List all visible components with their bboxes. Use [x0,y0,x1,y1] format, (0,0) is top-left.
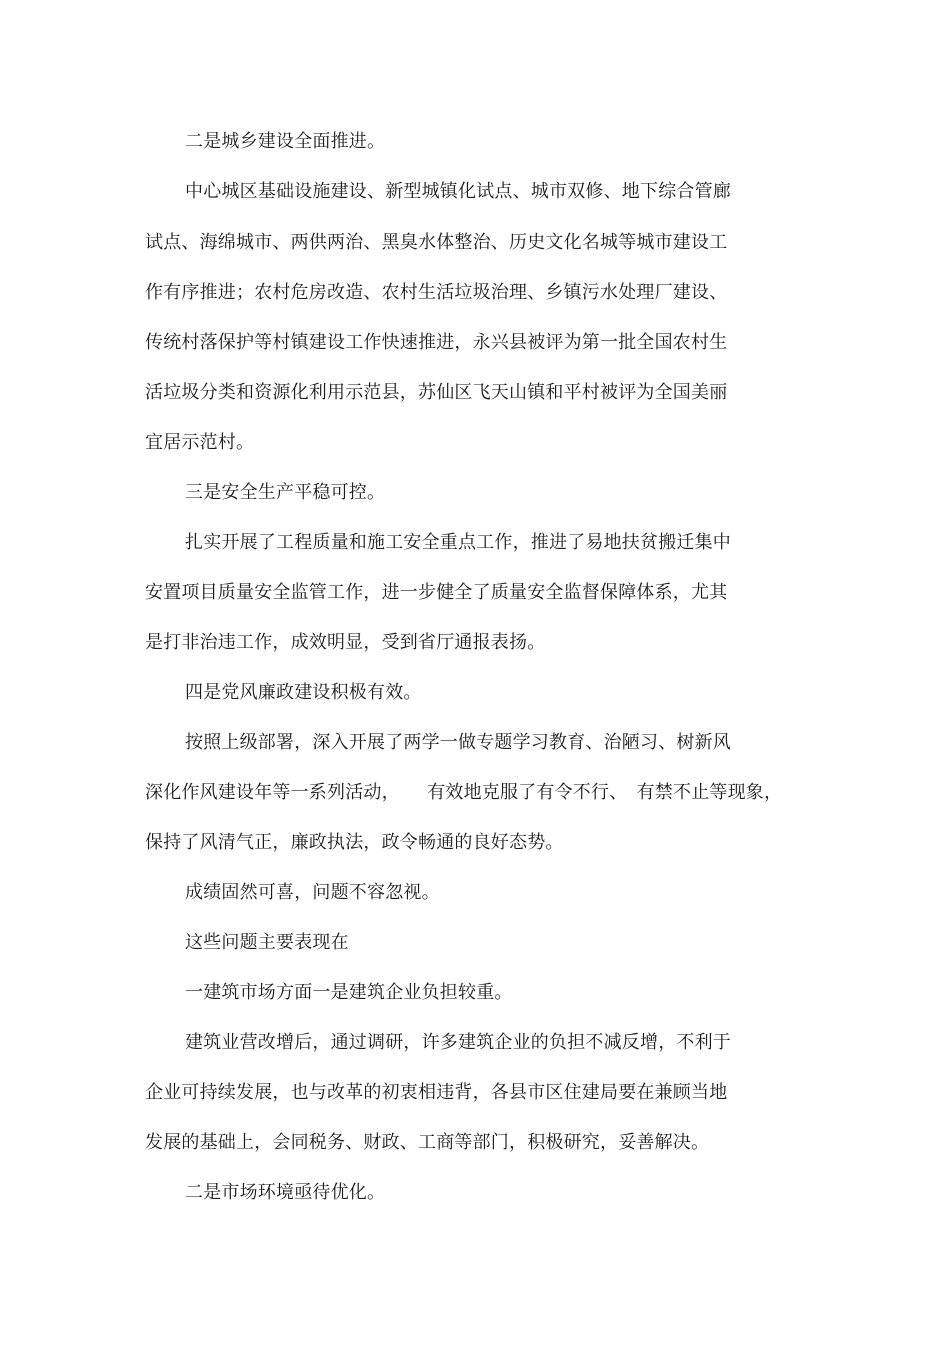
heading-urban-rural-construction: 二是城乡建设全面推进。 [185,131,386,152]
paragraph-line: 这些问题主要表现在 [185,932,349,953]
paragraph-line: 保持了风清气正，廉政执法，政令畅通的良好态势。 [145,832,564,853]
paragraph-line: 按照上级部署，深入开展了两学一做专题学习教育、治陋习、树新风 [185,732,731,753]
heading-construction-market: 一建筑市场方面一是建筑企业负担较重。 [185,982,513,1003]
heading-market-environment: 二是市场环境亟待优化。 [185,1182,386,1203]
paragraph-line: 传统村落保护等村镇建设工作快速推进，永兴县被评为第一批全国农村生 [145,332,728,353]
paragraph-line: 深化作风建设年等一系列活动， 有效地克服了有令不行、 有禁不止等现象， [145,782,783,803]
paragraph-line: 成绩固然可喜，问题不容忽视。 [185,882,440,903]
paragraph-line: 试点、海绵城市、两供两治、黑臭水体整治、历史文化名城等城市建设工 [145,232,728,253]
heading-party-conduct: 四是党风廉政建设积极有效。 [185,682,422,703]
heading-safety-production: 三是安全生产平稳可控。 [185,482,386,503]
paragraph-line: 安置项目质量安全监管工作，进一步健全了质量安全监督保障体系，尤其 [145,582,728,603]
paragraph-line: 中心城区基础设施建设、新型城镇化试点、城市双修、地下综合管廊 [185,181,731,202]
paragraph-line: 是打非治违工作，成效明显，受到省厅通报表扬。 [145,632,546,653]
paragraph-line: 发展的基础上，会同税务、财政、工商等部门，积极研究，妥善解决。 [145,1132,710,1153]
paragraph-line: 扎实开展了工程质量和施工安全重点工作，推进了易地扶贫搬迁集中 [185,532,731,553]
paragraph-line: 宜居示范村。 [145,432,255,453]
paragraph-line: 建筑业营改增后，通过调研，许多建筑企业的负担不减反增，不利于 [185,1032,731,1053]
paragraph-line: 企业可持续发展，也与改革的初衷相违背，各县市区住建局要在兼顾当地 [145,1082,728,1103]
paragraph-line: 作有序推进；农村危房改造、农村生活垃圾治理、乡镇污水处理厂建设、 [145,282,728,303]
paragraph-line: 活垃圾分类和资源化利用示范县，苏仙区飞天山镇和平村被评为全国美丽 [145,382,728,403]
